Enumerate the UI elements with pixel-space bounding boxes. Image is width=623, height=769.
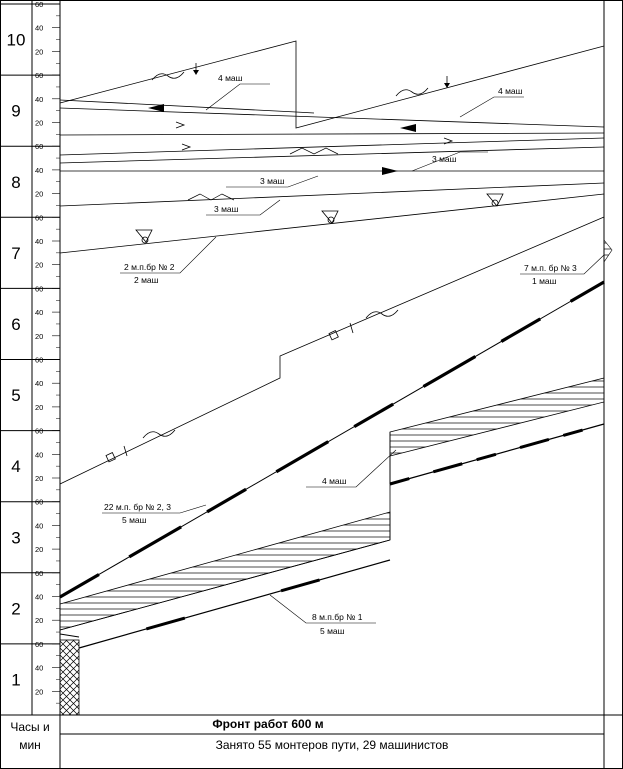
hour-label: 8 <box>11 172 21 192</box>
minute-tick-label: 20 <box>35 189 44 199</box>
label-br23-bottom: 5 маш <box>122 515 147 525</box>
hour-labels <box>7 0 44 696</box>
hour-label: 6 <box>11 314 21 334</box>
label-3-mash-b: 3 маш <box>260 176 285 186</box>
time-axis <box>0 4 60 703</box>
minute-tick-label: 40 <box>35 663 44 673</box>
hatched-band-upper <box>390 378 604 456</box>
label-br3-top: 7 м.п. бр № 3 <box>524 263 577 273</box>
minute-tick-label: 40 <box>35 23 44 33</box>
hour-label: 7 <box>11 243 21 263</box>
minute-tick-label: 60 <box>35 142 44 152</box>
label-br3-bottom: 1 маш <box>532 276 557 286</box>
axis-caption-line1: Часы и <box>10 720 50 734</box>
minute-tick-label: 40 <box>35 379 44 389</box>
minute-tick-label: 60 <box>35 639 44 649</box>
minute-tick-label: 20 <box>35 118 44 128</box>
hour-label: 5 <box>11 386 21 406</box>
minute-tick-label: 60 <box>35 213 44 223</box>
hour-label: 1 <box>11 670 21 690</box>
label-br2-top: 2 м.п.бр № 2 <box>124 262 175 272</box>
front-label: Фронт работ 600 м <box>212 717 324 731</box>
hour-label: 2 <box>11 599 21 619</box>
minute-tick-label: 20 <box>35 545 44 555</box>
minute-tick-label: 60 <box>35 426 44 436</box>
marker-triangle <box>136 230 152 242</box>
line-h9-c <box>60 41 604 128</box>
hour-label: 4 <box>11 457 21 477</box>
hour-label: 3 <box>11 528 21 548</box>
minute-tick-label: 60 <box>35 284 44 294</box>
hour-label: 9 <box>11 101 21 121</box>
minute-tick-label: 20 <box>35 47 44 57</box>
minute-tick-label: 40 <box>35 592 44 602</box>
minute-tick-label: 40 <box>35 165 44 175</box>
label-3-mash-c: 3 маш <box>214 204 239 214</box>
summary-label: Занято 55 монтеров пути, 29 машинистов <box>215 738 449 752</box>
minute-tick-label: 40 <box>35 308 44 318</box>
minute-tick-label: 40 <box>35 94 44 104</box>
label-4-mash-top-right: 4 маш <box>498 86 523 96</box>
axis-caption-line2: мин <box>19 738 41 752</box>
minute-tick-label: 20 <box>35 402 44 412</box>
line-h9-b <box>60 108 604 127</box>
line-h8-d <box>60 138 604 155</box>
minute-tick-label: 20 <box>35 260 44 270</box>
minute-tick-label: 20 <box>35 331 44 341</box>
thin-diagonal-line <box>60 217 604 484</box>
minute-tick-label: 20 <box>35 474 44 483</box>
line-h9-a <box>60 133 604 135</box>
minute-tick-label: 40 <box>35 450 44 460</box>
minute-tick-label: 60 <box>35 355 44 365</box>
label-3-mash-a: 3 маш <box>432 154 457 164</box>
label-br2-bottom: 2 маш <box>134 275 159 285</box>
minute-tick-label: 60 <box>35 71 44 81</box>
minute-tick-label: 40 <box>35 237 44 246</box>
minute-tick-label: 60 <box>35 568 44 578</box>
label-4-mash-mid: 4 маш <box>322 476 347 486</box>
hour-label: 10 <box>6 30 26 50</box>
line-h8-c <box>60 147 604 163</box>
minute-tick-label: 20 <box>35 687 44 697</box>
label-br1-top: 8 м.п.бр № 1 <box>312 612 363 622</box>
label-4-mash-top-left: 4 маш <box>218 73 243 83</box>
minute-tick-label: 60 <box>35 0 44 9</box>
minute-tick-label: 60 <box>35 497 44 507</box>
outer-frame <box>1 1 623 769</box>
label-br1-bottom: 5 маш <box>320 626 345 636</box>
minute-tick-label: 40 <box>35 521 44 531</box>
crosshatch-block <box>60 640 79 715</box>
label-br23-top: 22 м.п. бр № 2, 3 <box>104 502 171 512</box>
minute-tick-label: 20 <box>35 616 44 626</box>
